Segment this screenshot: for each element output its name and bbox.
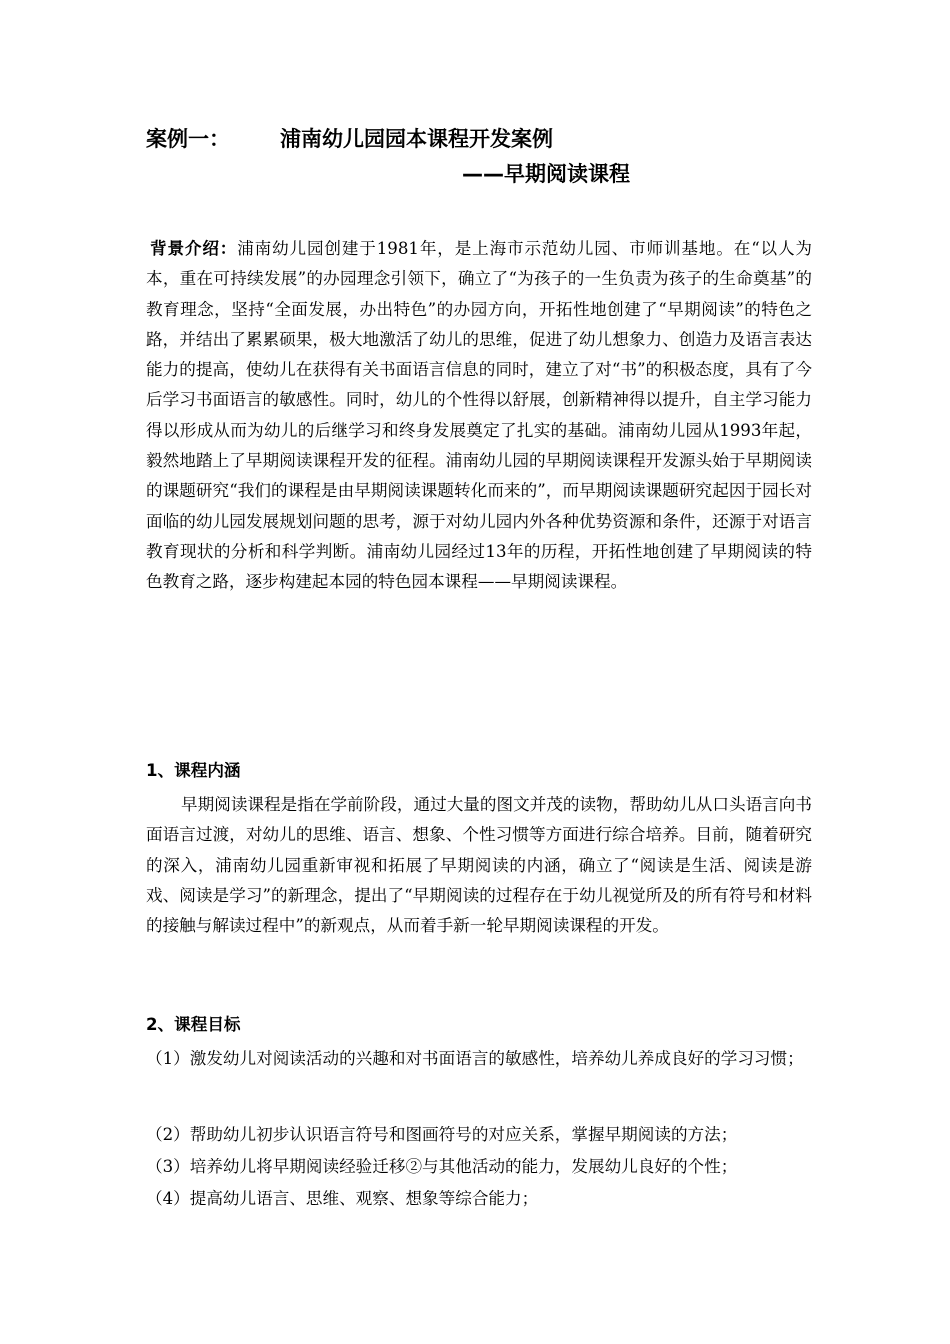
- document-subtitle: ——早期阅读课程: [462, 162, 630, 186]
- goal-item-3: （3）培养幼儿将早期阅读经验迁移②与其他活动的能力，发展幼儿良好的个性；: [146, 1157, 738, 1176]
- document-title: [146, 124, 553, 154]
- background-paragraph: [146, 234, 812, 598]
- goal-item-1: （1）激发幼儿对阅读活动的兴趣和对书面语言的敏感性，培养幼儿养成良好的学习习惯；: [146, 1049, 804, 1068]
- section2-heading: 2、课程目标: [146, 1015, 241, 1034]
- section1-heading: 1、课程内涵: [146, 761, 241, 780]
- goal-item-4: （4）提高幼儿语言、思维、观察、想象等综合能力；: [146, 1189, 539, 1208]
- case-label: 案例一：: [146, 127, 230, 151]
- background-text: 浦南幼儿园创建于1981年，是上海市示范幼儿园、市师训基地。在“以人为本，重在可持续发展”的办园理念引领下，确立了“为孩子的一生负责为孩子的生命奠基”的教育理念，坚持“全面发展，办出特色”的办园方向，开拓性地创建了“早期阅读”的特色之路，并结出了累累硕果，极大地激活了幼儿的思维，促进了幼儿想象力、创造力及语言表达能力的提高，使幼儿在获得有关书面语言信息的同时，建立了对“书”的积极态度，具有了今后学习书面语言的敏感性。同时，幼儿的个性得以舒展，创新精神得以提升，自主学习能力得以形成从而为幼儿的后继学习和终身发展奠定了扎实的基础。浦南幼儿园从1993年起，毅然地踏上了早期阅读课程开发的征程。浦南幼儿园的早期阅读课程开发源头始于早期阅读的课题研究“我们的课程是由早期阅读课题转化而来的”，而早期阅读课题研究起因于园长对面临的幼儿园发展规划问题的思考，源于对幼儿园内外各种优势资源和条件，还源于对语言教育现状的分析和科学判断。浦南幼儿园经过13年的历程，开拓性地创建了早期阅读的特色教育之路，逐步构建起本园的特色园本课程——早期阅读课程。: [146, 239, 813, 592]
- section1-paragraph: 早期阅读课程是指在学前阶段，通过大量的图文并茂的读物，帮助幼儿从口头语言向书面语言过渡，对幼儿的思维、语言、想象、个性习惯等方面进行综合培养。目前，随着研究的深入，浦南幼儿园重新审视和拓展了早期阅读的内涵，确立了“阅读是生活、阅读是游戏、阅读是学习”的新理念，提出了“早期阅读的过程存在于幼儿视觉所及的所有符号和材料的接触与解读过程中”的新观点，从而着手新一轮早期阅读课程的开发。: [146, 795, 812, 936]
- goal-item-2: （2）帮助幼儿初步认识语言符号和图画符号的对应关系，掌握早期阅读的方法；: [146, 1125, 738, 1144]
- title-main: 浦南幼儿园园本课程开发案例: [280, 127, 553, 151]
- background-label: 背景介绍：: [150, 239, 238, 258]
